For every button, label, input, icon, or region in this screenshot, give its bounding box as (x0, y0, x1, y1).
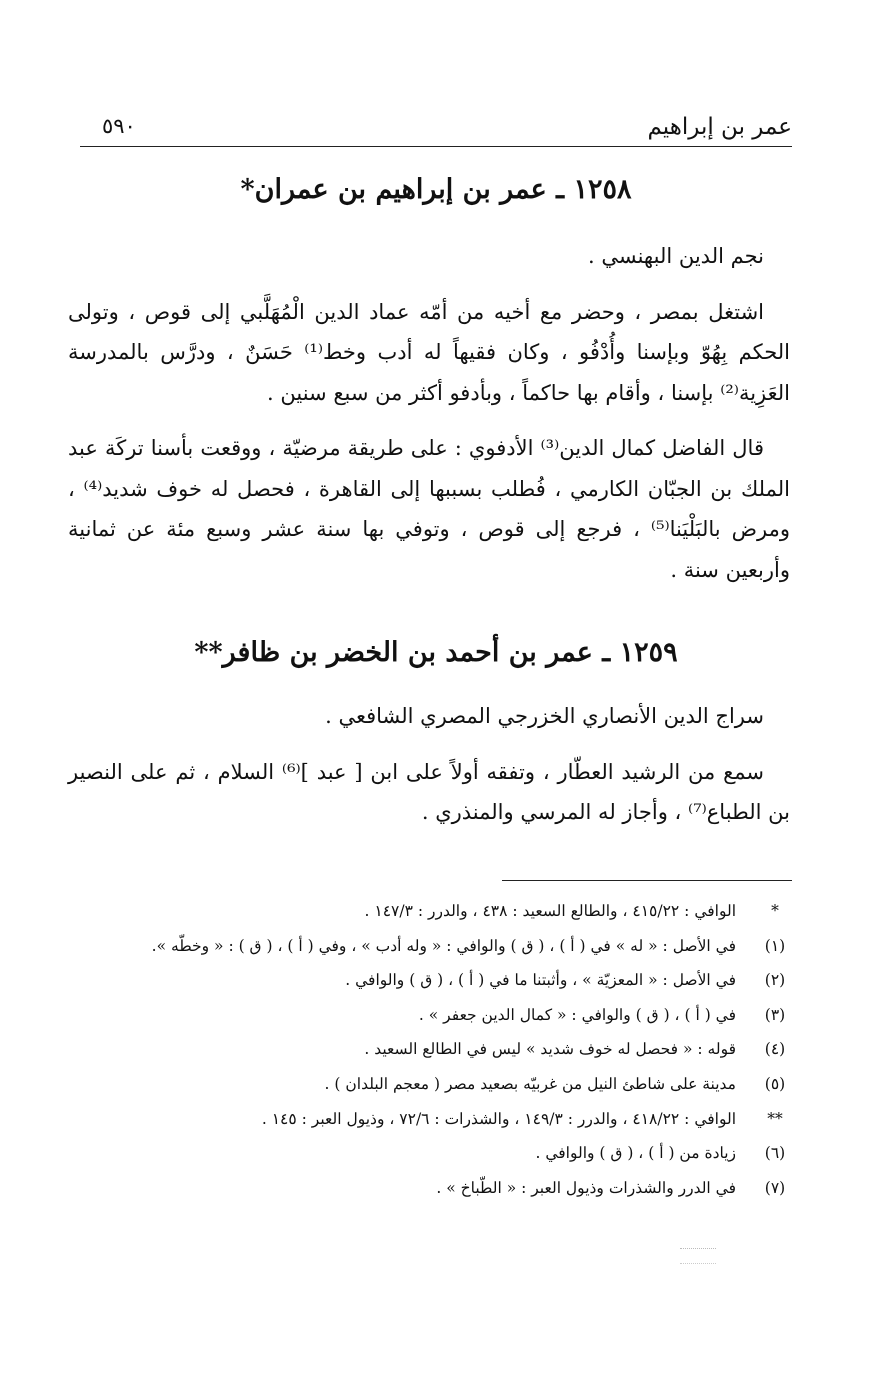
footnote-mark: ** (767, 1109, 783, 1128)
entry-1259-biography: سمع من الرشيد العطّار ، وتفقه أولاً على ابن [ عبد ]⁽⁶⁾ السلام ، ثم على النصير بن الطباع⁽⁷⁾ ، وأجاز له المرسي والمنذري . (68, 759, 790, 824)
footnote-text: الوافي : ٤١٥/٢٢ ، والطالع السعيد : ٤٣٨ ، والدرر : ١٤٧/٣ . (364, 902, 736, 920)
entry-1258-biography: اشتغل بمصر ، وحضر مع أخيه من أمّه عماد الدين الْمُهَلَّبي إلى قوص ، وتولى الحكم بِهُوّ وبإسنا وأُدْفُو ، وكان فقيهاً له أدب وخط⁽¹⁾ حَسَنٌ ، ودرَّس بالمدرسة العَزِية⁽²⁾ بإسنا ، وأقام بها حاكماً ، وبأدفو أكثر من سبع سنين . (68, 299, 790, 405)
footnote-3 (100, 998, 792, 1033)
footnote-separator (502, 880, 792, 881)
footnote-text: مدينة على شاطئ النيل من غربيّه بصعيد مصر ( معجم البلدان ) . (324, 1074, 736, 1093)
entry-body-1258 (68, 236, 790, 590)
footnotes (100, 894, 792, 1205)
entry-title-1258: ١٢٥٨ ـ عمر بن إبراهيم بن عمران* (240, 174, 632, 205)
footnote-mark: (٦) (764, 1144, 786, 1163)
footnote-text: في ( أ ) ، ( ق ) والوافي : « كمال الدين جعفر » . (418, 1005, 736, 1024)
footnote-text: في الأصل : « المعزيّة » ، وأثبتنا ما في ( أ ) ، ( ق ) والوافي . (345, 971, 736, 990)
footnote-mark: (٧) (764, 1178, 786, 1197)
footnote-mark: (٢) (764, 971, 786, 990)
scan-smudge (680, 1248, 716, 1264)
footnote-7 (100, 1171, 792, 1206)
footnote-mark: (٣) (764, 1005, 786, 1024)
footnote-text: قوله : « فحصل له خوف شديد » ليس في الطالع السعيد . (364, 1040, 736, 1059)
entry-1259-lineage: سراج الدين الأنصاري الخزرجي المصري الشافعي . (325, 704, 764, 728)
footnote-star (100, 894, 792, 929)
footnote-2 (100, 963, 792, 998)
footnote-text: في الأصل : « له » في ( أ ) ، ( ق ) والوافي : « وله أدب » ، وفي ( أ ) ، ( ق ) : « وخطّه ». (151, 936, 736, 955)
running-title: عمر بن إبراهيم (647, 114, 792, 140)
running-header (80, 108, 792, 147)
footnote-5 (100, 1067, 792, 1102)
footnote-mark: (٥) (764, 1074, 786, 1093)
entry-1258-quote: قال الفاضل كمال الدين⁽³⁾ الأدفوي : على طريقة مرضيّة ، ووقعت بأسنا تركَة عبد الملك بن الجبّان الكارمي ، فُطلب بسببها إلى القاهرة ، فحصل له خوف شديد⁽⁴⁾ ، ومرض بالبَلْيَنا⁽⁵⁾ ، فرجع إلى قوص ، وتوفي بها سنة عشر وسبع مئة عن ثمانية وأربعين سنة . (68, 436, 790, 582)
entry-title-1259: ١٢٥٩ ـ عمر بن أحمد بن الخضر بن ظافر** (194, 637, 678, 668)
footnote-mark: (١) (764, 936, 786, 955)
entry-1258-lineage: نجم الدين البهنسي . (588, 244, 764, 268)
footnote-double-star (100, 1102, 792, 1137)
footnote-text: زيادة من ( أ ) ، ( ق ) والوافي . (535, 1144, 736, 1163)
page-number: ٥٩٠ (102, 114, 136, 138)
entry-body-1259 (68, 696, 790, 833)
footnote-1 (100, 929, 792, 964)
footnote-text: في الدرر والشذرات وذيول العبر : « الطّباخ » . (436, 1178, 736, 1197)
footnote-mark: * (771, 902, 779, 920)
footnote-4 (100, 1032, 792, 1067)
footnote-text: الوافي : ٤١٨/٢٢ ، والدرر : ١٤٩/٣ ، والشذرات : ٧٢/٦ ، وذيول العبر : ١٤٥ . (261, 1109, 736, 1128)
footnote-mark: (٤) (764, 1040, 786, 1059)
footnote-6 (100, 1136, 792, 1171)
